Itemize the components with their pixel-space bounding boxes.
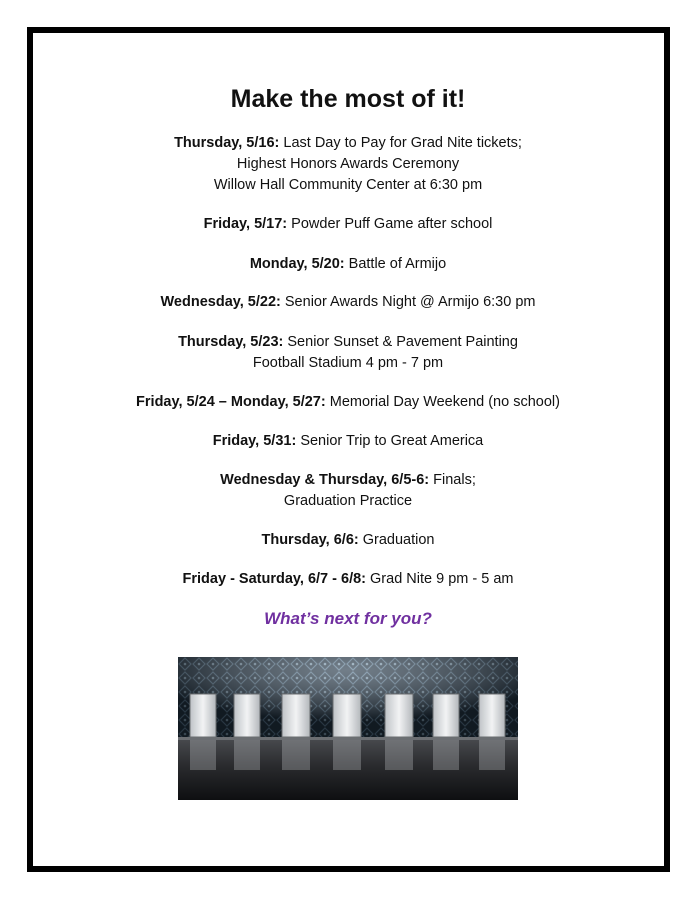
door-reflections bbox=[190, 740, 505, 770]
event-line bbox=[0, 470, 696, 491]
doors-illustration bbox=[178, 657, 518, 800]
event-date: Friday, 5/17: bbox=[203, 216, 288, 232]
doors-image bbox=[178, 657, 518, 800]
event-line bbox=[0, 133, 696, 154]
event-date: Friday - Saturday, 6/7 - 6/8: bbox=[182, 571, 366, 587]
event-text: Grad Nite 9 pm - 5 am bbox=[370, 571, 514, 587]
tagline: What’s next for you? bbox=[264, 609, 432, 628]
event-line bbox=[0, 254, 696, 275]
event-line bbox=[0, 332, 696, 353]
event-item bbox=[0, 431, 696, 452]
event-line bbox=[0, 431, 696, 452]
event-line bbox=[0, 569, 696, 590]
event-text: Battle of Armijo bbox=[348, 256, 447, 272]
event-text: Memorial Day Weekend (no school) bbox=[329, 394, 560, 410]
event-date: Thursday, 6/6: bbox=[261, 532, 359, 548]
event-text: Senior Trip to Great America bbox=[300, 433, 484, 449]
event-item bbox=[0, 292, 696, 313]
event-detail: Highest Honors Awards Ceremony bbox=[236, 156, 460, 172]
event-text: Senior Sunset & Pavement Painting bbox=[287, 334, 518, 350]
door-row bbox=[190, 694, 505, 737]
event-date: Thursday, 5/23: bbox=[178, 334, 284, 350]
event-line bbox=[0, 392, 696, 413]
event-detail: Football Stadium 4 pm - 7 pm bbox=[252, 355, 444, 371]
event-item bbox=[0, 214, 696, 235]
event-text: Powder Puff Game after school bbox=[291, 216, 493, 232]
event-item bbox=[0, 332, 696, 374]
event-item bbox=[0, 569, 696, 590]
event-line bbox=[0, 530, 696, 551]
event-date: Friday, 5/31: bbox=[212, 433, 297, 449]
event-text: Last Day to Pay for Grad Nite tickets; bbox=[283, 135, 522, 151]
event-item bbox=[0, 530, 696, 551]
event-item bbox=[0, 392, 696, 413]
event-date: Thursday, 5/16: bbox=[174, 135, 280, 151]
event-date: Wednesday, 5/22: bbox=[160, 294, 281, 310]
event-item bbox=[0, 133, 696, 196]
event-date: Friday, 5/24 – Monday, 5/27: bbox=[136, 394, 326, 410]
event-date: Wednesday & Thursday, 6/5-6: bbox=[220, 472, 430, 488]
event-item bbox=[0, 470, 696, 512]
event-detail: Graduation Practice bbox=[283, 493, 413, 509]
event-line bbox=[0, 214, 696, 235]
event-item bbox=[0, 254, 696, 275]
page-title: Make the most of it! bbox=[230, 85, 466, 113]
event-line bbox=[0, 292, 696, 313]
event-text: Finals; bbox=[433, 472, 476, 488]
event-date: Monday, 5/20: bbox=[249, 256, 345, 272]
event-detail: Willow Hall Community Center at 6:30 pm bbox=[213, 177, 483, 193]
event-text: Graduation bbox=[362, 532, 435, 548]
event-text: Senior Awards Night @ Armijo 6:30 pm bbox=[284, 294, 536, 310]
